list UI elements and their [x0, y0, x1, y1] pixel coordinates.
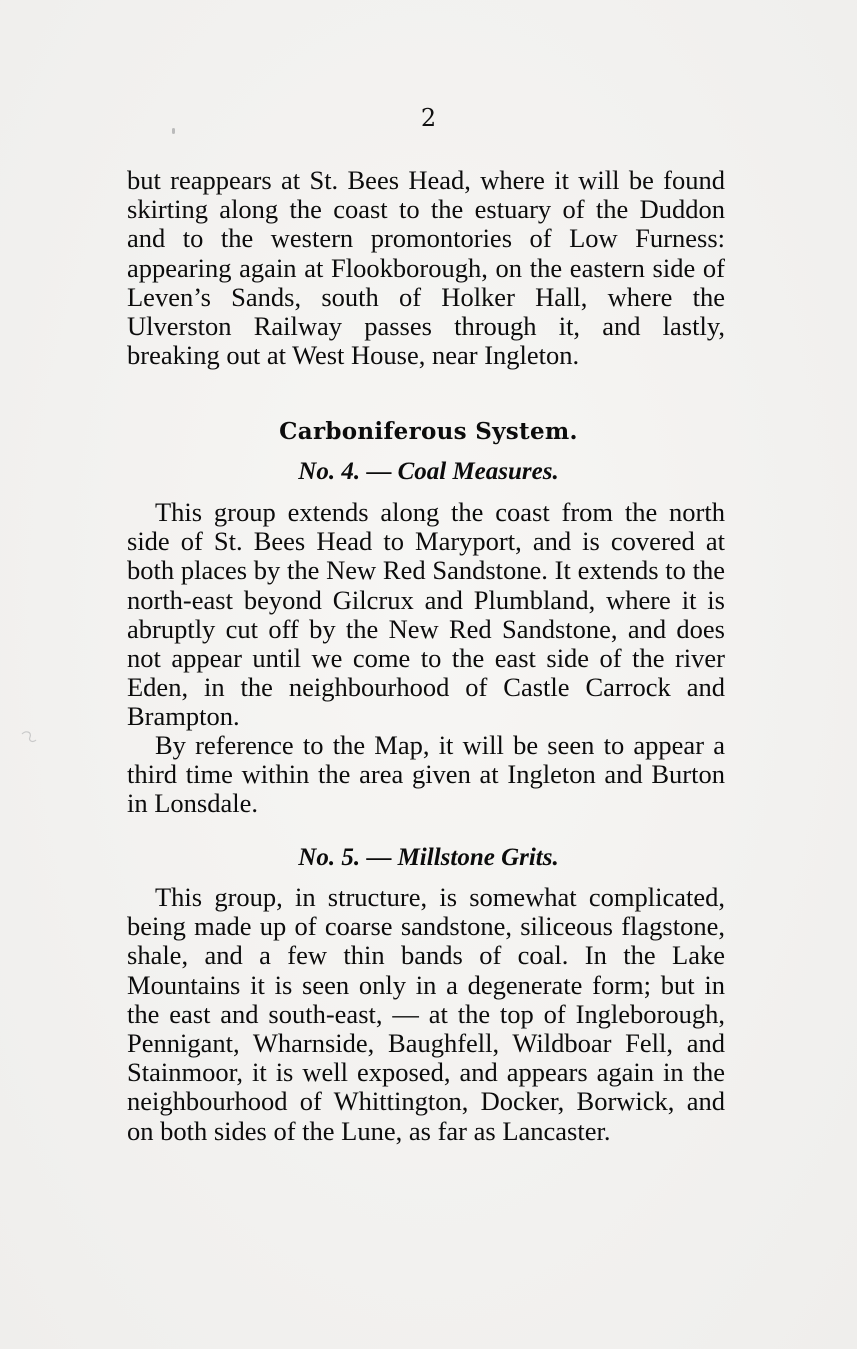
pencil-mark-icon	[18, 728, 40, 750]
paragraph-continuation: but reappears at St. Bees Head, where it will be found skirting along the coast to the estuary of the Duddon and to the western promontories of Low Furness: appearing again at Flookborough, on the eastern side of Leven’s Sands, south of Holker Hall, where the Ulverston Railway passes through it, and lastly, breaking out at West House, near Ingleton.	[127, 165, 725, 371]
subsection-number: No. 5.	[298, 844, 361, 871]
paragraph-map-reference: By reference to the Map, it will be seen to appear a third time within the area given at Ingleton and Burton in Lonsdale.	[127, 730, 725, 819]
section-heading: Carboniferous System.	[279, 418, 578, 445]
subsection-heading-coal-measures	[0, 458, 857, 486]
subsection-dash: —	[360, 844, 398, 871]
subsection-number: No. 4.	[298, 458, 361, 485]
paragraph-coal-measures: This group extends along the coast from the north side of St. Bees Head to Maryport, and is covered at both places by the New Red Sandstone. It extends to the north-east beyond Gilcrux and Plumbland, where it is abruptly cut off by the New Red Sandstone, and does not appear until we come to the east side of the river Eden, in the neighbourhood of Castle Carrock and Brampton.	[127, 497, 725, 732]
page-number: 2	[420, 104, 437, 132]
subsection-dash: —	[360, 458, 398, 485]
subsection-title: Coal Measures.	[397, 458, 559, 485]
paragraph-millstone-grits: This group, in structure, is somewhat complicated, being made up of coarse sandstone, siliceous flagstone, shale, and a few thin bands of coal. In the Lake Mountains it is seen only in a degenerate form; but in the east and south-east, — at the top of Ingleborough, Pennigant, Wharnside, Baughfell, Wildboar Fell, and Stainmoor, it is well exposed, and appears again in the neighbourhood of Whittington, Docker, Borwick, and on both sides of the Lune, as far as Lancaster.	[127, 882, 725, 1146]
subsection-heading-millstone-grits	[0, 844, 857, 872]
subsection-title: Millstone Grits.	[397, 844, 559, 871]
